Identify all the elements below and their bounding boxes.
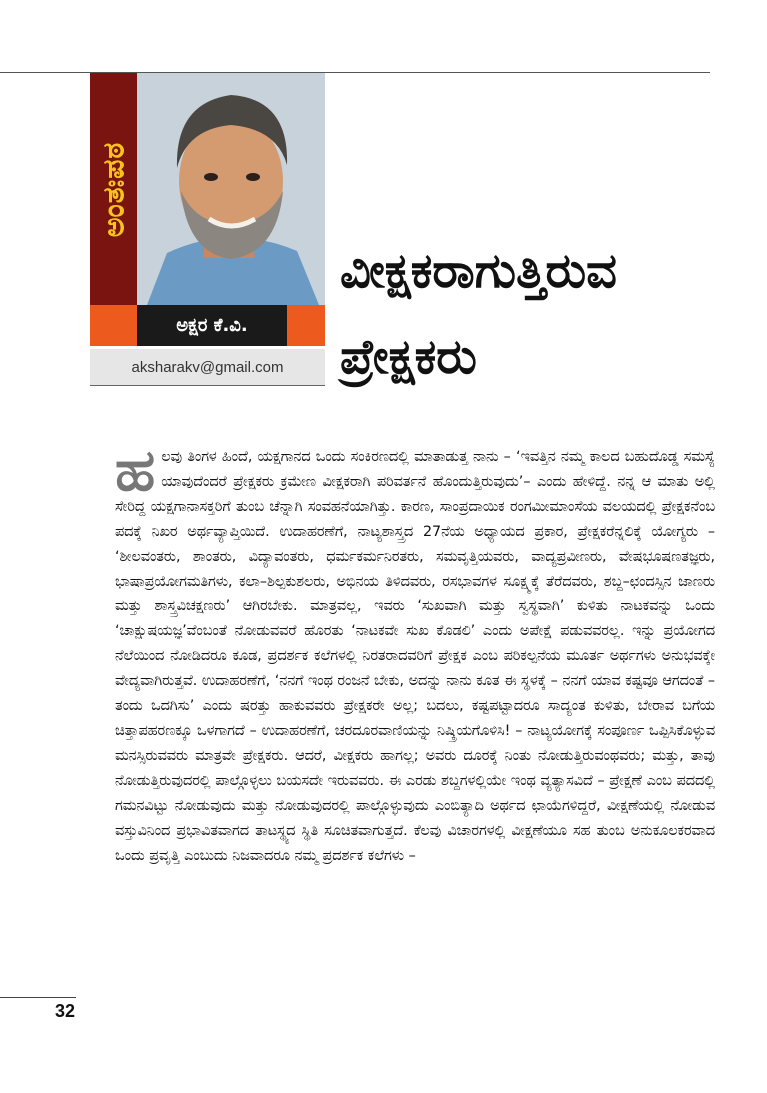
- article-body: [115, 436, 715, 868]
- page-number: 32: [55, 1001, 76, 1021]
- column-tag: [90, 73, 137, 305]
- headline-line-2: ಪ್ರೇಕ್ಷಕರು: [340, 329, 477, 385]
- headline-line-1: ವೀಕ್ಷಕರಾಗುತ್ತಿರುವ: [340, 243, 617, 299]
- article-headline: [340, 228, 720, 400]
- author-bar-accent-left: [90, 305, 137, 346]
- footer-rule: [0, 997, 76, 998]
- author-photo: [137, 73, 325, 305]
- author-name: ಅಕ್ಷರ ಕೆ.ವಿ.: [137, 305, 287, 346]
- drop-cap: ಹ: [115, 436, 156, 504]
- article-text: ಲವು ತಿಂಗಳ ಹಿಂದೆ, ಯಕ್ಷಗಾನದ ಒಂದು ಸಂಕಿರಣದಲ್ಲಿ ಮಾತಾಡುತ್ತ ನಾನು – ‘ಇವತ್ತಿನ ನಮ್ಮ ಕಾಲದ ಬಹುದೊಡ್ಡ ಸಮಸ್ಯೆ ಯಾವುದೆಂದರೆ ಪ್ರೇಕ್ಷಕರು ಕ್ರಮೇಣ ವೀಕ್ಷಕರಾಗಿ ಪರಿವರ್ತನೆ ಹೊಂದುತ್ತಿರುವುದು’– ಎಂದು ಹೇಳಿದ್ದೆ. ನನ್ನ ಆ ಮಾತು ಅಲ್ಲಿ ಸೇರಿದ್ದ ಯಕ್ಷಗಾನಾಸಕ್ತರಿಗೆ ತುಂಬ ಚೆನ್ನಾಗಿ ಸಂವಹನೆಯಾಗಿತ್ತು. ಕಾರಣ, ಸಾಂಪ್ರದಾಯಿಕ ರಂಗಮೀಮಾಂಸೆಯ ವಲಯದಲ್ಲಿ ಪ್ರೇಕ್ಷಕನೆಂಬ ಪದಕ್ಕೆ ನಿಖರ ಅರ್ಥವ್ಯಾಪ್ತಿಯಿದೆ. ಉದಾಹರಣೆಗೆ, ನಾಟ್ಯಶಾಸ್ತ್ರದ 27ನೆಯ ಅಧ್ಯಾಯದ ಪ್ರಕಾರ, ಪ್ರೇಕ್ಷಕರೆನ್ನಲಿಕ್ಕೆ ಯೋಗ್ಯರು – ‘ಶೀಲವಂತರು, ಶಾಂತರು, ವಿದ್ಯಾವಂತರು, ಧರ್ಮಕರ್ಮನಿರತರು, ಸಮವೃತ್ತಿಯವರು, ವಾದ್ಯಪ್ರವೀಣರು, ವೇಷಭೂಷಣತಜ್ಞರು, ಭಾಷಾಪ್ರಯೋಗಮತಿಗಳು, ಕಲಾ–ಶಿಲ್ಪಕುಶಲರು, ಅಭಿನಯ ತಿಳಿದವರು, ರಸಭಾವಗಳ ಸೂಕ್ಷ್ಮಕ್ಕೆ ತೆರೆದವರು, ಶಬ್ದ–ಛಂದಸ್ಸಿನ ಜಾಣರು ಮತ್ತು ಶಾಸ್ತ್ರವಿಚಕ್ಷಣರು’ ಆಗಿರಬೇಕು. ಮಾತ್ರವಲ್ಲ, ಇವರು ‘ಸುಖವಾಗಿ ಮತ್ತು ಸ್ವಸ್ಥವಾಗಿ’ ಕುಳಿತು ನಾಟಕವನ್ನು ಒಂದು ‘ಚಾಕ್ಷುಷಯಜ್ಞ’ವೆಂಬಂತೆ ನೋಡುವವರೆ ಹೊರತು ‘ನಾಟಕವೇ ಸುಖ ಕೊಡಲಿ’ ಎಂದು ಅಪೇಕ್ಷೆ ಪಡುವವರಲ್ಲ. ಇನ್ನು ಪ್ರಯೋಗದ ನೆಲೆಯಿಂದ ನೋಡಿದರೂ ಕೂಡ, ಪ್ರದರ್ಶಕ ಕಲೆಗಳಲ್ಲಿ ನಿರತರಾದವರಿಗೆ ಪ್ರೇಕ್ಷಕ ಎಂಬ ಪರಿಕಲ್ಪನೆಯ ಮೂರ್ತ ಅರ್ಥಗಳು ಅನುಭವಕ್ಕೇ ವೇದ್ಯವಾಗಿರುತ್ತವೆ. ಉದಾಹರಣೆಗೆ, ‘ನನಗೆ ಇಂಥ ರಂಜನೆ ಬೇಕು, ಅದನ್ನು ನಾನು ಕೂತ ಈ ಸ್ಥಳಕ್ಕೆ – ನನಗೆ ಯಾವ ಕಷ್ಟವೂ ಆಗದಂತೆ – ತಂದು ಒದಗಿಸು’ ಎಂದು ಷರತ್ತು ಹಾಕುವವರು ಪ್ರೇಕ್ಷಕರೇ ಅಲ್ಲ; ಬದಲು, ಕಷ್ಟಪಟ್ಟಾದರೂ ಸಾದ್ಯಂತ ಕುಳಿತು, ಬೇರಾವ ಬಗೆಯ ಚಿತ್ತಾಪಹರಣಕ್ಕೂ ಒಳಗಾಗದೆ – ಉದಾಹರಣೆಗೆ, ಚರದೂರವಾಣಿಯನ್ನು ನಿಷ್ಕ್ರಿಯಗೊಳಿಸಿ! – ನಾಟ್ಯಯೋಗಕ್ಕೆ ಸಂಪೂರ್ಣ ಒಪ್ಪಿಸಿಕೊಳ್ಳುವ ಮನಸ್ಸಿರುವವರು ಮಾತ್ರವೇ ಪ್ರೇಕ್ಷಕರು. ಆದರೆ, ವೀಕ್ಷಕರು ಹಾಗಲ್ಲ; ಅವರು ದೂರಕ್ಕೆ ನಿಂತು ನೋಡುತ್ತಿರುವಂಥವರು; ಮತ್ತು, ತಾವು ನೋಡುತ್ತಿರುವುದರಲ್ಲಿ ಪಾಲ್ಗೊಳ್ಳಲು ಬಯಸದೇ ಇರುವವರು. ಈ ಎರಡು ಶಬ್ದಗಳಲ್ಲಿಯೇ ಇಂಥ ವ್ಯತ್ಯಾಸವಿದೆ – ಪ್ರೇಕ್ಷಣೆ ಎಂಬ ಪದದಲ್ಲಿ ಗಮನವಿಟ್ಟು ನೋಡುವುದು ಮತ್ತು ನೋಡುವುದರಲ್ಲಿ ಪಾಲ್ಗೊಳ್ಳುವುದು ಎಂಬಿತ್ಯಾದಿ ಅರ್ಥದ ಛಾಯೆಗಳಿದ್ದರೆ, ವೀಕ್ಷಣೆಯಲ್ಲಿ ನೋಡುವ ವಸ್ತುವಿನಿಂದ ಪ್ರಭಾವಿತವಾಗದ ತಾಟಸ್ಥ್ಯದ ಸ್ಥಿತಿ ಸೂಚಿತವಾಗುತ್ತದೆ. ಕೆಲವು ವಿಚಾರಗಳಲ್ಲಿ ವೀಕ್ಷಣೆಯೂ ಸಹ ತುಂಬ ಅನುಕೂಲಕರವಾದ ಒಂದು ಪ್ರವೃತ್ತಿ ಎಂಬುದು ನಿಜವಾದರೂ ನಮ್ಮ ಪ್ರದರ್ಶಕ ಕಲೆಗಳು –: [115, 449, 715, 864]
- author-email[interactable]: aksharakv@gmail.com: [90, 349, 325, 386]
- author-photo-illustration: [137, 73, 325, 305]
- author-bar-accent-right: [287, 305, 325, 346]
- column-tag-label: ಅಂತಃಪಠ: [96, 141, 131, 237]
